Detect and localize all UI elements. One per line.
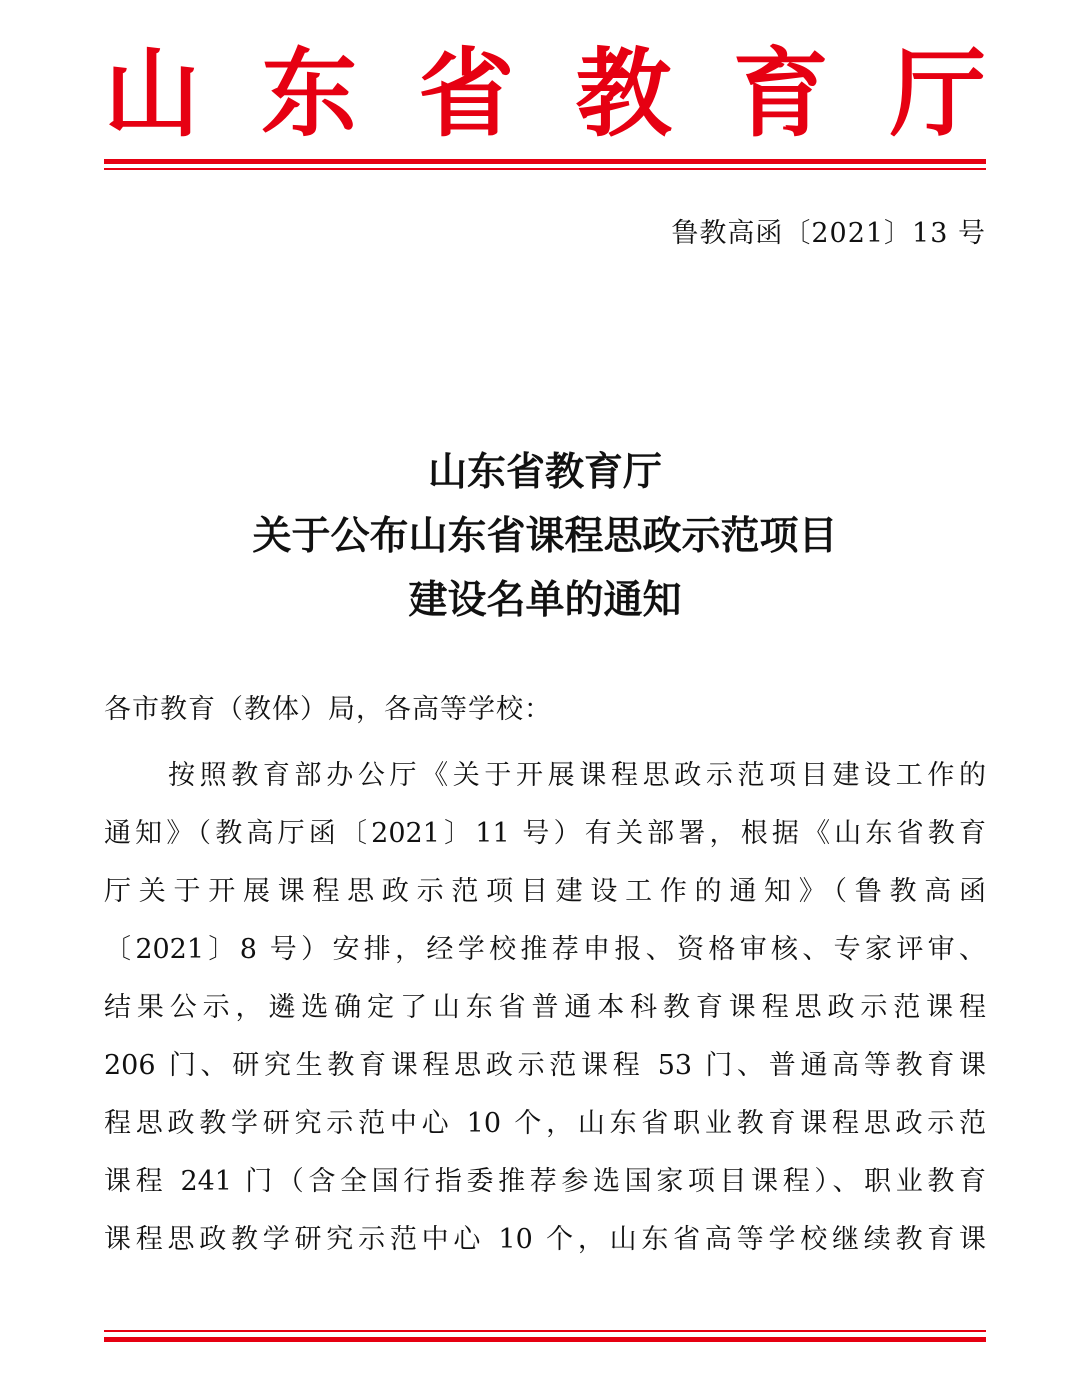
body-text (104, 747, 986, 1269)
footer-rule-thin (104, 1330, 986, 1332)
body-line: 通知》（教高厅函〔2021〕11 号）有关部署，根据《山东省教育 (104, 818, 986, 849)
body-line: 厅关于开展课程思政示范项目建设工作的通知》（鲁教高函 (104, 876, 986, 907)
body-line: 206 门、研究生教育课程思政示范课程 53 门、普通高等教育课 (104, 1050, 986, 1081)
masthead-char: 育 (732, 37, 829, 150)
footer-rule-thick (104, 1337, 986, 1342)
header-rule-thick (104, 159, 986, 164)
document-title (104, 440, 986, 632)
body-line: 程思政教学研究示范中心 10 个，山东省职业教育课程思政示范 (104, 1108, 986, 1139)
masthead-char: 厅 (889, 37, 986, 150)
body-line: 〔2021〕8 号）安排，经学校推荐申报、资格审核、专家评审、 (104, 934, 986, 965)
document-number: 鲁教高函〔2021〕13 号 (671, 218, 986, 249)
masthead-char: 山 (104, 37, 200, 150)
masthead-char: 教 (575, 37, 672, 150)
body-line: 结果公示，遴选确定了山东省普通本科教育课程思政示范课程 (104, 992, 986, 1023)
header-rule-thin (104, 168, 986, 170)
masthead-char: 东 (261, 37, 358, 150)
masthead (104, 38, 986, 150)
title-line: 山东省教育厅 (427, 449, 662, 495)
title-line: 建设名单的通知 (408, 577, 682, 623)
title-line: 关于公布山东省课程思政示范项目 (252, 513, 838, 559)
salutation: 各市教育（教体）局，各高等学校： (104, 694, 552, 725)
body-line: 按照教育部办公厅《关于开展课程思政示范项目建设工作的 (168, 760, 986, 791)
body-line: 课程 241 门（含全国行指委推荐参选国家项目课程）、职业教育 (104, 1166, 986, 1197)
body-line: 课程思政教学研究示范中心 10 个，山东省高等学校继续教育课 (104, 1224, 986, 1255)
masthead-char: 省 (418, 37, 515, 150)
